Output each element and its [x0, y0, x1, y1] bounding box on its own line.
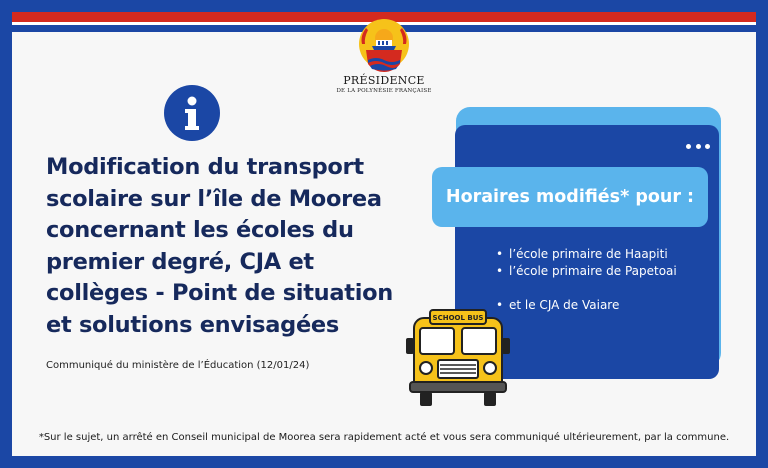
info-icon [164, 85, 220, 141]
list-item: • l’école primaire de Haapiti [496, 246, 716, 263]
bus-sign: SCHOOL BUS [432, 314, 484, 322]
school-bus-icon [404, 308, 512, 408]
announcement-card [12, 12, 756, 456]
presidence-subtitle: DE LA POLYNÉSIE FRANÇAISE [336, 88, 432, 94]
frame-right [756, 0, 768, 468]
headline: Modification du transport scolaire sur l’île de Moorea concernant les écoles du premier degré, CJA et collèges - Point de situation et solutions envisagées [46, 154, 394, 338]
list-item: • l’école primaire de Papetoai [496, 263, 716, 280]
source-line: Communiqué du ministère de l’Éducation (12/01/24) [46, 360, 310, 371]
emblem-icon [356, 16, 412, 74]
frame-left [0, 0, 12, 468]
presidence-title: PRÉSIDENCE [343, 74, 425, 87]
window-dots-icon [686, 144, 710, 150]
footnote: *Sur le sujet, un arrêté en Conseil municipal de Moorea sera rapidement acté et vous sera communiqué ultérieurement, par la commune. [38, 432, 730, 443]
school-list [496, 246, 716, 314]
list-item: • et le CJA de Vaiare [496, 297, 716, 314]
schedule-heading: Horaires modifiés* pour : [432, 167, 708, 227]
